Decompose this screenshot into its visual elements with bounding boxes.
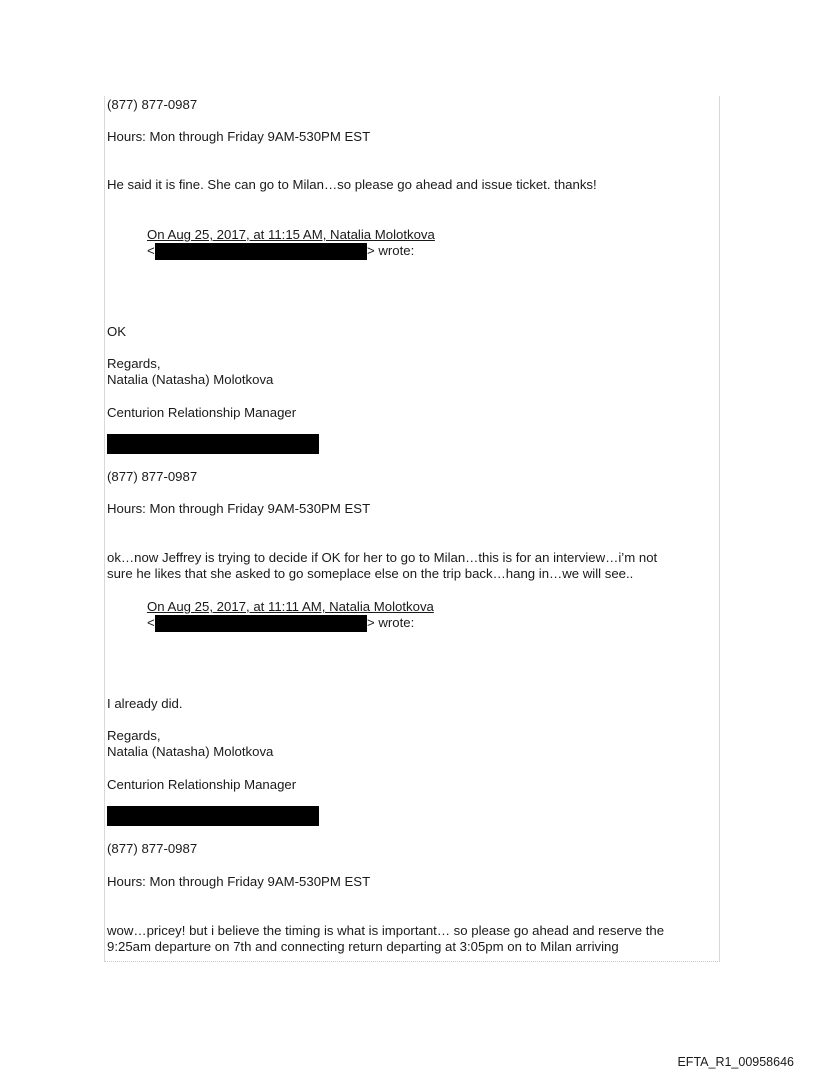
signature-phone: (877) 877-0987 (107, 469, 198, 484)
redaction-bar (107, 434, 319, 454)
redaction-bar (155, 615, 367, 632)
message-body-line: sure he likes that she asked to go someplace else on the trip back…hang in…we will see.. (107, 566, 634, 581)
message-body-line: ok…now Jeffrey is trying to decide if OK for her to go to Milan…this is for an interview…i’m not (107, 550, 658, 565)
signature-regards: Regards, (107, 728, 161, 743)
message-body-line: 9:25am departure on 7th and connecting return departing at 3:05pm on to Milan arriving (107, 939, 619, 954)
signature-title: Centurion Relationship Manager (107, 777, 297, 792)
signature-name: Natalia (Natasha) Molotkova (107, 372, 274, 387)
document-id: EFTA_R1_00958646 (677, 1055, 794, 1069)
signature-hours: Hours: Mon through Friday 9AM-530PM EST (107, 501, 371, 516)
quoted-header: On Aug 25, 2017, at 11:11 AM, Natalia Molotkova (147, 599, 434, 614)
quoted-email-open-bracket: < (147, 243, 155, 258)
signature-hours: Hours: Mon through Friday 9AM-530PM EST (107, 129, 371, 144)
signature-regards: Regards, (107, 356, 161, 371)
signature-phone: (877) 877-0987 (107, 97, 198, 112)
signature-hours: Hours: Mon through Friday 9AM-530PM EST (107, 874, 371, 889)
message-body: He said it is fine. She can go to Milan…so please go ahead and issue ticket. thanks! (107, 177, 597, 192)
redaction-bar (155, 243, 367, 260)
signature-phone: (877) 877-0987 (107, 841, 198, 856)
quoted-wrote: > wrote: (367, 243, 415, 258)
signature-name: Natalia (Natasha) Molotkova (107, 744, 274, 759)
redaction-bar (107, 806, 319, 826)
quoted-email-open-bracket: < (147, 615, 155, 630)
message-body-line: wow…pricey! but i believe the timing is what is important… so please go ahead and reserve the (107, 923, 665, 938)
signature-title: Centurion Relationship Manager (107, 405, 297, 420)
email-frame (104, 96, 720, 962)
message-body: I already did. (107, 696, 183, 711)
quoted-wrote: > wrote: (367, 615, 415, 630)
message-body: OK (107, 324, 127, 339)
quoted-header: On Aug 25, 2017, at 11:15 AM, Natalia Molotkova (147, 227, 435, 242)
